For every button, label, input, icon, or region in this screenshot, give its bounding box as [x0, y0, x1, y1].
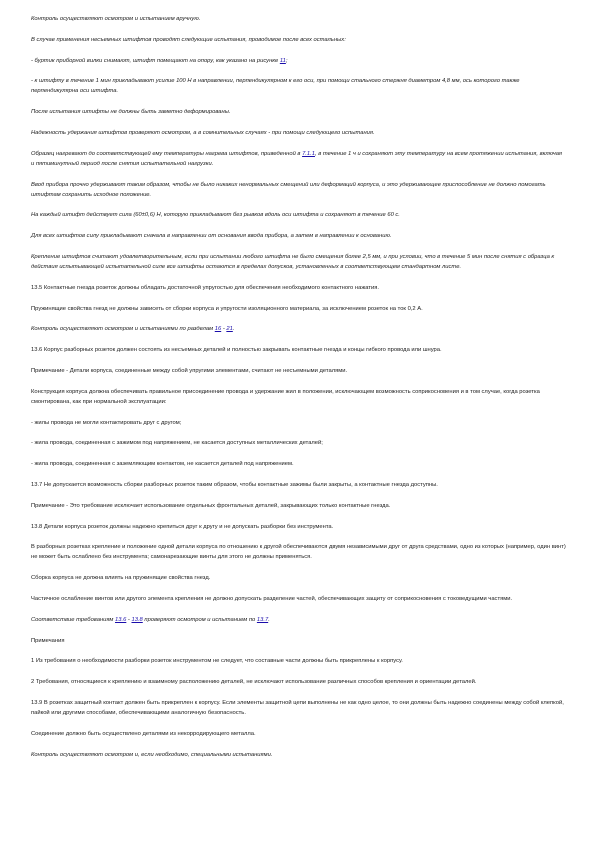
paragraph-text: Крепление штифтов считают удовлетворительным, если при испытании любого штифта не было смещения более 2,5 мм, и при условии, что в течение 5 мин после снятия с образца к действия испытывающей испытательной силе все штифты остаются в пределах допусков, установленных в соответствующем стандартном листе.	[31, 253, 555, 270]
paragraph	[31, 729, 566, 739]
paragraph-text: Конструкция корпуса должна обеспечивать правильное присоединение провода и удержание жил в положении, исключающем возможность соприкосновения и в том случае, когда розетка смонтирована, как при нормальной эксплуатации:	[31, 388, 540, 405]
paragraph-text: В случае применения несъемных штифтов проводят следующие испытания, проводимое после всех остальных:	[31, 36, 346, 43]
paragraph	[31, 594, 566, 604]
paragraph-text: -	[221, 326, 227, 333]
paragraph	[31, 107, 566, 117]
paragraph-text: - буртик приборной вилки снимают, штифт помещают на опору, как указано на рисунке	[31, 57, 280, 64]
paragraph-text: .	[232, 326, 235, 333]
paragraph-text: ;	[285, 57, 288, 64]
paragraph	[31, 698, 566, 718]
paragraph-text: Примечание - Это требование исключает использование отдельных фронтальных деталей, закрывающих только контактные гнезда.	[31, 502, 391, 509]
document-body	[31, 14, 566, 770]
paragraph-text: проверяют осмотром и испытанием по	[142, 616, 257, 623]
paragraph-text: 2 Требования, относящиеся к креплению и взаимному расположению деталей, не исключают использование различных способов крепления и ориентации деталей.	[31, 679, 477, 686]
paragraph	[31, 76, 566, 96]
section-reference-link[interactable]: 21	[226, 326, 233, 333]
paragraph-text: Соответствие требованиям	[31, 616, 116, 623]
paragraph	[31, 615, 566, 625]
paragraph-text: Соединение должно быть осуществлено деталями из некорродирующего металла.	[31, 730, 256, 737]
paragraph	[31, 324, 566, 334]
paragraph	[31, 252, 566, 272]
paragraph	[31, 128, 566, 138]
paragraph	[31, 418, 566, 428]
paragraph-text: 13.8 Детали корпуса розеток должны надежно крепиться друг к другу и не допускать разборки без инструмента.	[31, 523, 334, 530]
paragraph-text: Надежность удержания штифтов проверяют осмотром, а в сомнительных случаях - при помощи следующего испытания.	[31, 129, 375, 136]
paragraph	[31, 656, 566, 666]
paragraph-text: Ввод прибора прочно удерживают таким образом, чтобы не было никаких ненормальных смещений или деформаций корпуса, и это удерживающее приспособление не должно помогать штифтам сохранить исходное положение.	[31, 181, 546, 198]
paragraph	[31, 573, 566, 583]
paragraph	[31, 459, 566, 469]
paragraph	[31, 56, 566, 66]
section-reference-link[interactable]: 13.8	[131, 616, 143, 623]
paragraph-text: В разборных розетках крепление и положение одной детали корпуса по отношению к другой обеспечиваются двумя независимыми друг от друга средствами, одно из которых (например, один винт) не может быть ослаблено без инструмента; самонарезающие винты для этого не должны применяться.	[31, 544, 566, 561]
paragraph-text: - жила провода, соединенная с зажимом под напряжением, не касается доступных металлических деталей;	[31, 440, 323, 447]
paragraph-text: 1 Из требования о необходимости разборки розеток инструментом не следует, что составные части должны быть прикреплены к корпусу.	[31, 658, 403, 665]
paragraph	[31, 231, 566, 241]
paragraph-text: 13.6 Корпус разборных розеток должен состоять из несъемных деталей и полностью закрывать контактные гнезда и концы гибкого провода или шнура.	[31, 347, 442, 354]
paragraph	[31, 180, 566, 200]
section-reference-link[interactable]: 16	[214, 326, 222, 333]
paragraph-text: - жила провода, соединенная с заземляющим контактом, не касается деталей под напряжением.	[31, 461, 294, 468]
paragraph	[31, 387, 566, 407]
paragraph-text: На каждый штифт действует сила (60±0,6) Н, которую прикладывают без рывков вдоль оси штифта и сохраняют в течение 60 с.	[31, 212, 400, 219]
paragraph	[31, 750, 566, 760]
paragraph	[31, 35, 566, 45]
paragraph-text: Контроль осуществляют осмотром и, если необходимо, специальными испытаниями.	[31, 751, 273, 758]
paragraph-text: 13.9 В розетках защитный контакт должен быть прикреплен к корпусу. Если элементы защитной цепи выполнены не как одно целое, то они должны быть надежно соединены между собой клепкой, пайкой или другими способами, обеспечивающими аналогичную безопасность.	[31, 699, 564, 716]
paragraph	[31, 304, 566, 314]
section-reference-link[interactable]: 13.6	[115, 616, 127, 623]
paragraph	[31, 14, 566, 24]
paragraph-text: .	[268, 616, 270, 623]
paragraph-text: Сборка корпуса не должна влиять на пружинящие свойства гнезд.	[31, 575, 211, 582]
paragraph	[31, 210, 566, 220]
paragraph-text: - к штифту в течение 1 мин прикладывают усилие 100 Н в направлении, перпендикулярном к его оси, при помощи стального стержня диаметром 4,8 мм, ось которого также перпендикулярна оси штифта.	[31, 78, 520, 95]
paragraph	[31, 636, 566, 646]
paragraph-text: Контроль осуществляют осмотром и испытанием вручную.	[31, 16, 201, 22]
section-reference-link[interactable]: 13.7	[256, 616, 269, 623]
paragraph-text: Пружинящие свойства гнезд не должны зависеть от сборки корпуса и упругости изоляционного материала, за исключением розеток на ток 0,2 А.	[31, 305, 423, 312]
paragraph-text: -	[126, 616, 132, 623]
paragraph	[31, 438, 566, 448]
paragraph-text: , в течение 1 ч и сохраняют эту температуру на всем протяжении испытания, включая и пятиминутный период после снятия испытательной нагрузки.	[31, 150, 563, 167]
paragraph	[31, 522, 566, 532]
paragraph-text: После испытания штифты не должны быть заметно деформированы.	[31, 109, 231, 116]
paragraph	[31, 542, 566, 562]
paragraph	[31, 677, 566, 687]
paragraph-text: 13.7 Не допускается возможность сборки разборных розеток таким образом, чтобы контактные зажимы были закрыты, а контактные гнезда доступны.	[31, 481, 438, 488]
paragraph-text: Примечание - Детали корпуса, соединенные между собой упругими элементами, считают не несъемными деталями.	[31, 367, 348, 374]
paragraph	[31, 345, 566, 355]
paragraph	[31, 149, 566, 169]
paragraph	[31, 366, 566, 376]
paragraph-text: Частичное ослабление винтов или другого элемента крепления не должно допускать разделение частей, обеспечивающих защиту от соприкосновения с токоведущими частями.	[31, 595, 513, 602]
paragraph-text: - жилы провода не могли контактировать друг с другом;	[31, 419, 182, 426]
section-reference-link[interactable]: 11	[279, 57, 286, 64]
section-reference-link[interactable]: 7.1.1	[302, 150, 315, 157]
paragraph	[31, 501, 566, 511]
paragraph-text: Примечания	[31, 637, 65, 644]
paragraph-text: Для всех штифтов силу прикладывают сначала в направлении от основания ввода прибора, а затем в направлении к основанию.	[31, 233, 392, 240]
paragraph	[31, 283, 566, 293]
paragraph	[31, 480, 566, 490]
paragraph-text: Образец нагревают до соответствующей ему температуры нагрева штифтов, приведенной в	[31, 150, 303, 157]
paragraph-text: 13.5 Контактные гнезда розеток должны обладать достаточной упругостью для обеспечения необходимого контактного нажатия.	[31, 284, 379, 291]
paragraph-text: Контроль осуществляют осмотром и испытаниями по разделам	[31, 326, 215, 333]
